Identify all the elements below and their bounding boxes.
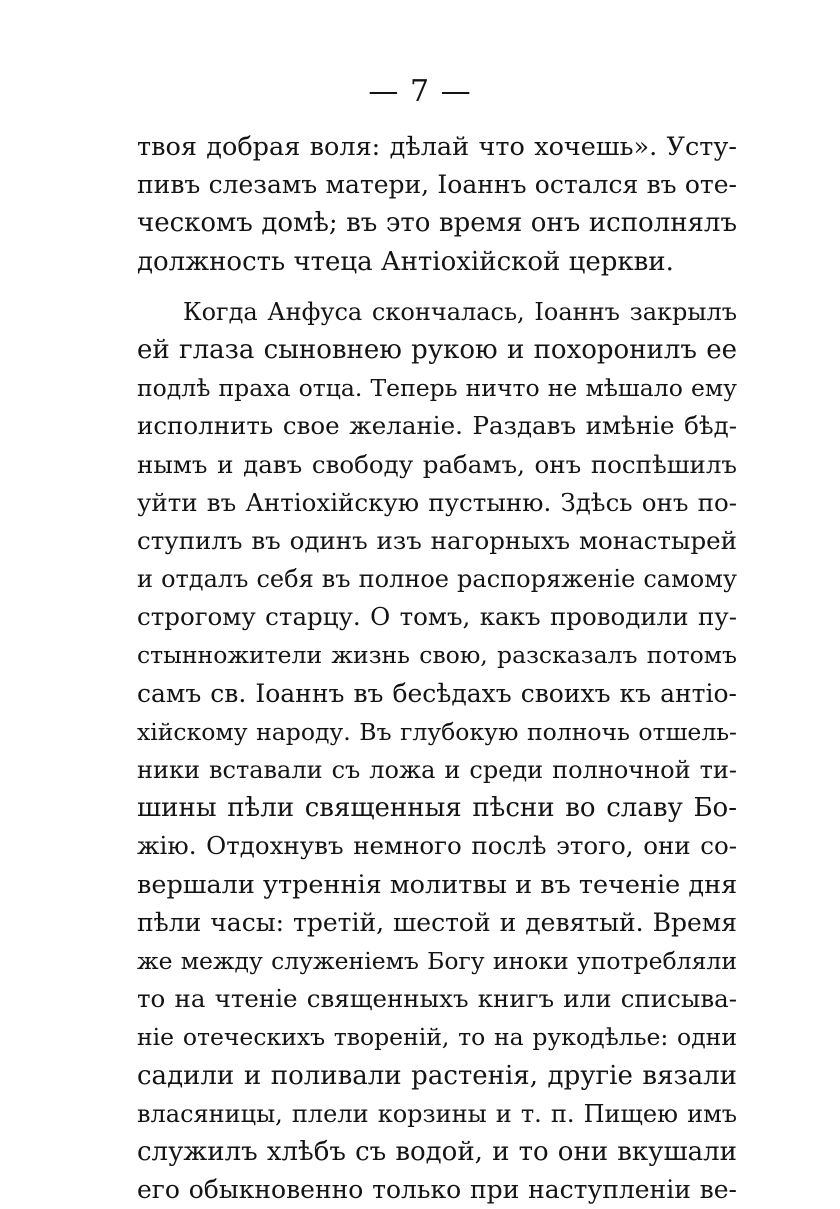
text-line: ступилъ въ одинъ изъ нагорныхъ монастырей bbox=[137, 525, 737, 555]
text-line: стынножители жизнь свою, разсказалъ потомъ bbox=[137, 641, 737, 670]
body-text bbox=[137, 128, 737, 1209]
text-line: его обыкновенно только при наступленіи ве- bbox=[137, 1175, 737, 1205]
text-line: пѣли часы: третій, шестой и девятый. Время bbox=[137, 907, 737, 937]
text-line: служилъ хлѣбъ съ водой, и то они вкушали bbox=[137, 1136, 737, 1167]
text-line: шины пѣли священныя пѣсни во славу Бо- bbox=[137, 793, 737, 824]
text-line: ники вставали съ ложа и среди полночной ти- bbox=[137, 756, 737, 784]
text-line: должность чтеца Антіохійской церкви. bbox=[137, 246, 674, 277]
text-line: же между служеніемъ Богу иноки употребляли bbox=[137, 946, 737, 975]
text-line: ческомъ домѣ; въ это время онъ исполнялъ bbox=[137, 208, 737, 239]
text-line: самъ св. Іоаннъ въ бесѣдахъ своихъ къ антіо- bbox=[137, 678, 737, 708]
text-line: вершали утреннія молитвы и въ теченіе дня bbox=[137, 869, 737, 900]
text-line: нымъ и давъ свободу рабамъ, онъ поспѣшилъ bbox=[137, 449, 737, 479]
text-line: Когда Анфуса скончалась, Іоаннъ закрылъ bbox=[183, 297, 737, 326]
text-line: уйти въ Антіохійскую пустыню. Здѣсь онъ по- bbox=[137, 487, 737, 517]
text-line: и отдалъ себя въ полное распоряженіе самому bbox=[137, 565, 737, 594]
text-line: пивъ слезамъ матери, Іоаннъ остался въ оте- bbox=[137, 170, 737, 200]
text-line: твоя добрая воля: дѣлай что хочешь». Усту- bbox=[137, 132, 737, 162]
text-line: исполнить свое желаніе. Раздавъ имѣніе бѣд- bbox=[137, 411, 737, 441]
text-line: подлѣ праха отца. Теперь ничто не мѣшало ему bbox=[137, 374, 737, 403]
text-line: ей глаза сыновнею рукою и похоронилъ ее bbox=[137, 334, 737, 365]
text-line: то на чтеніе священныхъ книгъ или списыва- bbox=[137, 984, 737, 1014]
text-line: жію. Отдохнувъ немного послѣ этого, они со- bbox=[137, 831, 737, 861]
text-line: садили и поливали растенія, другіе вязали bbox=[137, 1060, 737, 1091]
text-line: строгому старцу. О томъ, какъ проводили пу- bbox=[137, 602, 737, 632]
paragraph-gap bbox=[137, 281, 737, 293]
page-number: — 7 — bbox=[368, 74, 472, 109]
text-line: власяницы, плели корзины и т. п. Пищею имъ bbox=[137, 1099, 737, 1128]
text-line: хійскому народу. Въ глубокую полночь отшель- bbox=[137, 717, 737, 746]
text-line: ніе отеческихъ твореній, то на рукодѣлье: одни bbox=[137, 1023, 737, 1052]
